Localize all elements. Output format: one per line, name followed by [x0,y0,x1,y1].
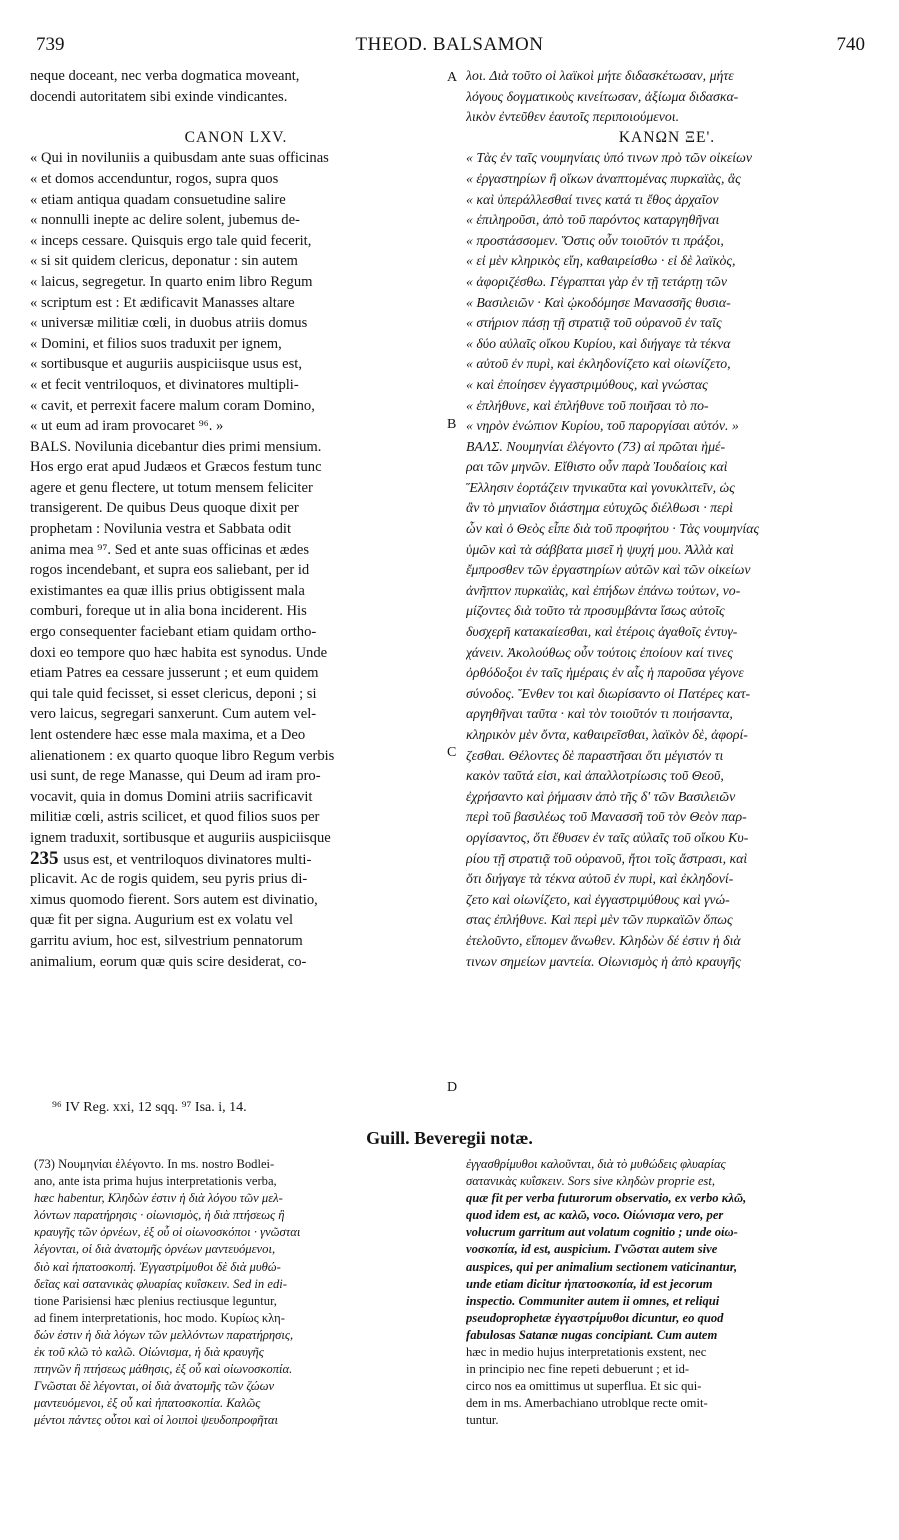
greek-text-line: ἂν τὸ μηνιαῖον διάστημα εὐτυχῶς διέλθωσι · περὶ [466,500,733,516]
latin-text-line: animalium, eorum quæ quis scire desiderat, co- [30,953,307,970]
latin-text-line: militiæ cœli, astris scilicet, et quod filios suos per [30,809,320,826]
greek-text-line: ἐτελοῦντο, εἴπομεν ἄνωθεν. Κληδὼν δέ ἐστιν ἡ διὰ [466,932,741,948]
greek-text-line: λόγους δογματικοὺς κινείτωσαν, ἀξίωμα διδασκα- [466,88,739,104]
latin-text-line: vero laicus, segregari sanxerunt. Cum autem vel- [30,706,317,723]
note-text-line: διὸ καὶ ἡπατοσκοπή. Ἐγγαστρίμυθοι δὲ διὰ μυθώ- [34,1259,281,1274]
latin-text-line: doxi eo tempore quo hæc habita est synodus. Unde [30,644,328,661]
note-text-line: λέγονται, οἱ διὰ ἀνατομῆς ὀρνέων μαντευόμενοι, [34,1242,276,1257]
notes-right-column [466,1156,866,1430]
latin-text-line: neque doceant, nec verba dogmatica moveant, [30,68,300,84]
latin-text-line: « etiam antiqua quadam consuetudine salire [30,191,286,208]
latin-text-line: agere et genu flectere, ut totum mensem feliciter [30,479,313,496]
margin-marker-d: D [447,1080,458,1095]
latin-text-line: docendi autoritatem sibi exinde vindicantes. [30,88,288,105]
note-text-line: quæ fit per verba futurorum observatio, ex verbo κλῶ, [466,1191,747,1206]
greek-text-line: ἀνῆπτον πυρκαϊὰς, καὶ ἐπήδων ἐπάνω τούτων, νο- [466,582,741,598]
greek-text-line: « δύο αὐλαῖς οἴκου Κυρίου, καὶ διήγαγε τὰ τέκνα [466,335,731,351]
greek-text-line: λοι. Διὰ τοῦτο οἱ λαϊκοὶ μήτε διδασκέτωσαν, μήτε [466,68,734,83]
greek-text-line: « καὶ ὑπεράλλεσθαί τινες κατά τι ἔθος ἀρχαῖον [466,191,719,207]
greek-text-line: ζετο καὶ οἰωνίζετο, καὶ ἐγγαστριμύθους καὶ γνώ- [466,891,730,907]
margin-markers [447,0,461,1100]
latin-text-line: « Domini, et filios suos traduxit per ignem, [30,335,282,352]
latin-text-line: « inceps cessare. Quisquis ergo tale quid fecerit, [30,232,312,249]
latin-text-line: « laicus, segregetur. In quarto enim libro Regum [30,273,313,290]
latin-text-line: transigerent. De quibus Deus quoque dixit per [30,500,299,517]
note-text-line: κραυγῆς τῶν ὀρνέων, ἐξ οὗ οἱ οἰωνοσκόποι · γνῶσται [34,1225,301,1240]
greek-text-line: « νηρὸν ἐνώπιον Κυρίου, τοῦ παροργίσαι αὐτόν. » [466,418,739,434]
latin-text-line: lent ostendere hæc esse mala maxima, et a Deo [30,727,306,743]
note-text-line: (73) Νουμηνίαι ἐλέγοντο. In ms. nostro Bodlei- [34,1157,275,1171]
page-number-right: 740 [836,34,865,55]
greek-text-line: « καὶ ἐποίησεν ἐγγαστριμύθους, καὶ γνώστας [466,376,708,392]
latin-text-line: prophetam : Novilunia vestra et Sabbata odit [30,521,291,538]
note-text-line: unde etiam dicitur ἡπατοσκοπία, id est jecorum [466,1276,713,1291]
note-text-line: auspices, qui per animalium sectionem vaticinantur, [466,1259,738,1274]
latin-text-line: plicavit. Ac de rogis quidem, seu pyris prius di- [30,871,308,888]
latin-text-line: BALS. Novilunia dicebantur dies primi mensium. [30,438,322,455]
greek-text-line: Ἕλλησιν ἑορτάζειν τηνικαῦτα καὶ γονυκλιτεῖν, ὡς [466,479,735,495]
note-text-line: inspectio. Communiter autem ii omnes, et reliqui [466,1293,720,1308]
latin-text-line: « universæ militiæ cœli, in duobus atriis domus [30,315,308,332]
page-number-left: 739 [36,34,65,55]
note-text-line: δών ἐστιν ἡ διὰ λόγων τῶν μελλόντων παρατήρησις, [34,1327,294,1342]
greek-text-line: ἐχρήσαντο καὶ ῥήμασιν ἀπὸ τῆς δ' τῶν Βασιλειῶν [466,788,736,804]
latin-text-line: ergo consequenter faciebant etiam quidam ortho- [30,624,317,641]
latin-text-line: existimantes ea quæ illis prius obtigissent mala [30,582,305,599]
notes-title: Guill. Beveregii notæ. [366,1128,533,1148]
note-text-line: circo nos ea omittimus ut superflua. Et sic qui- [466,1379,702,1394]
greek-text-line: ὧν καὶ ὁ Θεὸς εἶπε διὰ τοῦ προφήτου · Τὰς νουμηνίας [466,521,760,537]
note-text-line: in principio nec fine repeti debuerunt ; et id- [466,1362,690,1377]
latin-text-line: « sortibusque et auguriis auspiciisque usus est, [30,356,302,373]
greek-text-line: ὅτι διήγαγε τὰ τέκνα αὐτοῦ ἐν πυρὶ, καὶ ἐκληδονί- [466,871,734,887]
margin-marker-b: B [447,417,457,432]
greek-text-line: λικὸν ἐντεῦθεν ἑαυτοῖς περιποιούμενοι. [466,109,680,125]
latin-column [30,66,442,972]
latin-text-line: « si sit quidem clericus, deponatur : sin autem [30,253,298,270]
note-text-line: νοσκοπία, id est, auspicium. Γνῶσται autem sive [466,1242,718,1257]
note-text-line: hæc habentur, Κληδὼν ἐστιν ἡ διὰ λόγου τῶν μελ- [34,1191,283,1206]
greek-text-line: μίζοντες διὰ τοῦτο τὰ προσυμβάντα ἴσως αὐτοῖς [466,603,725,619]
greek-text-line: σύνοδος. Ἔνθεν τοι καὶ διωρίσαντο οἱ Πατέρες κατ- [466,685,751,701]
latin-text-line: ximus quomodo fierent. Sors autem est divinatio, [30,891,318,908]
note-text-line: tione Parisiensi hæc plenius rectiusque leguntur, [34,1293,277,1308]
latin-text-line: garritu avium, hoc est, silvestrium pennatorum [30,932,303,949]
latin-text-line: usi sunt, de rege Manasse, qui Deum ad iram pro- [30,768,321,785]
note-text-line: πτηνῶν ἢ πτήσεως μάθησις, ἐξ οὗ καὶ οἰωνοσκοπία. [34,1362,293,1377]
greek-text-line: ρίου τῇ στρατιᾷ τοῦ οὐρανοῦ, ἤτοι τοῖς ἄστρασι, καὶ [466,850,748,866]
greek-text-line: κληρικὸν μὲν ὄντα, καθαιρεῖσθαι, λαϊκὸν δὲ, ἀφορί- [466,727,748,742]
latin-text-line: « ut eum ad iram provocaret ⁹⁶. » [30,418,224,435]
latin-text-line: « et fecit ventriloquos, et divinatores multipli- [30,376,299,393]
greek-text-line: « ἐργαστηρίων ἢ οἴκων ἀναπτομένας πυρκαϊὰς, ἃς [466,170,741,186]
latin-text-line: quæ fit per signa. Augurium est ex volatu vel [30,912,294,929]
note-text-line: ad finem interpretationis, hoc modo. Κυρίως κλη- [34,1310,285,1325]
notes-left-column [34,1156,444,1430]
greek-text-line: στας ἐπλήθυνε. Καὶ περὶ μὲν τῶν πυρκαϊῶν ὅπως [466,912,733,928]
greek-text-line: κακὸν ταῦτά εἰσι, καὶ ἀπαλλοτρίωσις τοῦ Θεοῦ, [466,768,724,784]
greek-text-line: « εἰ μὲν κληρικὸς εἴη, καθαιρείσθω · εἰ δὲ λαϊκὸς, [466,253,736,269]
latin-text-line [30,107,442,128]
note-text-line: Γνῶσται δὲ λέγονται, οἱ διὰ ἀνατομῆς τῶν ζώων [34,1379,275,1394]
latin-text-line: « Qui in noviluniis a quibusdam ante suas officinas [30,150,329,167]
note-text-line: fabulosas Satanæ nugas concipiant. Cum autem [466,1327,718,1342]
margin-marker-c: C [447,745,457,760]
latin-text-line: ignem traduxit, sortibusque et auguriis auspiciisque [30,829,331,846]
greek-text-line: ὑμῶν καὶ τὰ σάββατα μισεῖ ἡ ψυχή μου. Ἀλλὰ καὶ [466,541,734,557]
note-text-line: ἐκ τοῦ κλῶ τὸ καλῶ. Οἰώνισμα, ἡ διὰ κραυγῆς [34,1345,264,1360]
latin-text-line: etiam Patres ea cessare jusserunt ; et eum quidem [30,665,319,682]
note-text-line: ano, ante ista prima hujus interpretationis verba, [34,1174,277,1189]
note-text-line: σατανικὰς κυΐσκειν. Sors sive κληδὼν proprie est, [466,1174,715,1189]
greek-text-line: « Βασιλειῶν · Καὶ ᾠκοδόμησε Μανασσῆς θυσια- [466,294,731,310]
greek-text-line: ζεσθαι. Θέλοντες δὲ παραστῆσαι ὅτι μέγιστόν τι [466,747,724,763]
greek-text-line: δυσχερῆ κατακαίεσθαι, καὶ ἑτέροις ἀγαθοῖς ἐντυγ- [466,624,738,640]
latin-text-line: vocavit, quia in domus Domini atriis sacrificavit [30,788,313,805]
latin-text-line: qui tale quid fecisset, si esset clericus, deponi ; si [30,685,317,702]
margin-marker-a: A [447,70,458,85]
greek-text-line: « αὐτοῦ ἐν πυρὶ, καὶ ἐκληδονίζετο καὶ οἰωνίζετο, [466,356,731,372]
note-text-line: dem in ms. Amerbachiano utroblque recte omit- [466,1396,708,1411]
canon-heading: CANON LXV. [184,128,288,146]
greek-text-line: ΒΑΛΣ. Νουμηνίαι ἐλέγοντο (73) αἱ πρῶται ἡμέ- [466,438,726,454]
greek-text-line: τινων σημείων μαντεία. Οἰωνισμὸς ἡ ἀπὸ κραυγῆς [466,953,741,969]
note-text-line: pseudoprophetæ ἐγγαστρίμυθοι dicuntur, eo quod [466,1310,724,1325]
greek-text-line: « προστάσσομεν. Ὅστις οὖν τοιοῦτόν τι πράξοι, [466,232,724,248]
latin-text-line: alienationem : ex quarto quoque libro Regum verbis [30,747,335,764]
note-text-line: δεῖας καὶ σατανικὰς φλυαρίας κυΐσκειν. Sed in edi- [34,1276,287,1291]
greek-text-line: « στήριον πάσῃ τῇ στρατιᾷ τοῦ οὐρανοῦ ἐν ταῖς [466,315,722,331]
canon-heading: ΚΑΝΩΝ ΞΕ'. [618,128,716,146]
latin-text-line: « cavit, et perrexit facere malum coram Domino, [30,397,315,414]
greek-text-line: ραι τῶν μηνῶν. Εἴθιστο οὖν παρὰ Ἰουδαίοις καὶ [466,459,728,475]
note-text-line: λόντων παρατήρησις · οἰωνισμὸς, ἡ διὰ πτήσεως ἢ [34,1208,285,1223]
note-text-line: ἐγγασθρίμυθοι καλοῦνται, διὰ τὸ μυθώδεις φλυαρίας [466,1157,726,1171]
note-text-line: tuntur. [466,1413,499,1428]
note-text-line: μαντευόμενοι, ἐξ οὗ καὶ ἡπατοσκοπία. Καλῶς [34,1396,261,1411]
note-text-line: hæc in medio hujus interpretationis exstent, nec [466,1345,707,1360]
latin-text-line: comburi, foreque ut in alia bona inciderent. His [30,603,307,620]
latin-text-line: « scriptum est : Et ædificavit Manasses altare [30,294,295,311]
greek-text-line: χάνειν. Ἀκολούθως οὖν τούτοις ἐποίουν καί τινες [466,644,733,660]
note-text-line: volucrum garritum aut volatum cognitio ; unde οἰω- [466,1225,738,1240]
latin-text-line: Hos ergo erat apud Judæos et Græcos festum tunc [30,459,322,476]
greek-text-line: « Τὰς ἐν ταῖς νουμηνίαις ὑπό τινων πρὸ τῶν οἰκείων [466,150,753,166]
greek-text-line: ὀρθόδοξοι ἐν ταῖς ἡμέραις ἐν αἷς ἡ παροῦσα γέγονε [466,665,744,681]
greek-text-line: αργηθῆναι ταῦτα · καὶ τὸν τοιοῦτόν τι ποιήσαντα, [466,706,733,722]
inline-page-number: 235 [30,848,64,869]
greek-text-line: « ἐπλήθυνε, καὶ ἐπλήθυνε τοῦ ποιῆσαι τὸ πο- [466,397,709,413]
latin-text-line: rogos incendebant, et supra eos saliebant, per id [30,562,310,579]
greek-text-line: « ἐπιληροῦσι, ἀπὸ τοῦ παρόντος καταργηθῆναι [466,212,720,228]
latin-text-line: « et domos accenduntur, rogos, supra quos [30,170,279,187]
greek-text-line: οργίσαντος, ὅτι ἔθυσεν ἐν ταῖς αὐλαῖς τοῦ οἴκου Κυ- [466,829,749,845]
greek-text-line: ἔμπροσθεν τῶν ἐργαστηρίων αὐτῶν καὶ τῶν οἰκείων [466,562,751,578]
latin-text-line: « nonnulli inepte ac delire solent, jubemus de- [30,212,300,229]
note-text-line: quod idem est, ac καλῶ, voco. Οἰώνισμα vero, per [466,1208,724,1223]
greek-column [466,66,868,972]
footnote: ⁹⁶ IV Reg. xxi, 12 sqq. ⁹⁷ Isa. i, 14. [52,1100,247,1115]
greek-text-line: « ἀφοριζέσθω. Γέγραπται γὰρ ἐν τῇ τετάρτῃ τῶν [466,273,727,289]
latin-text-line: 235 usus est, et ventriloquos divinatores multi- [30,848,312,869]
latin-text-line: anima mea ⁹⁷. Sed et ante suas officinas et ædes [30,541,309,558]
greek-text-line: περὶ τοῦ βασιλέως τοῦ Μανασσῆ τοῦ τὸν Θεὸν παρ- [466,809,747,825]
note-text-line: μέντοι πάντες οὗτοι καὶ οἱ λοιποὶ ψευδοπροφῆται [34,1413,279,1428]
running-title: THEOD. BALSAMON [355,34,544,55]
